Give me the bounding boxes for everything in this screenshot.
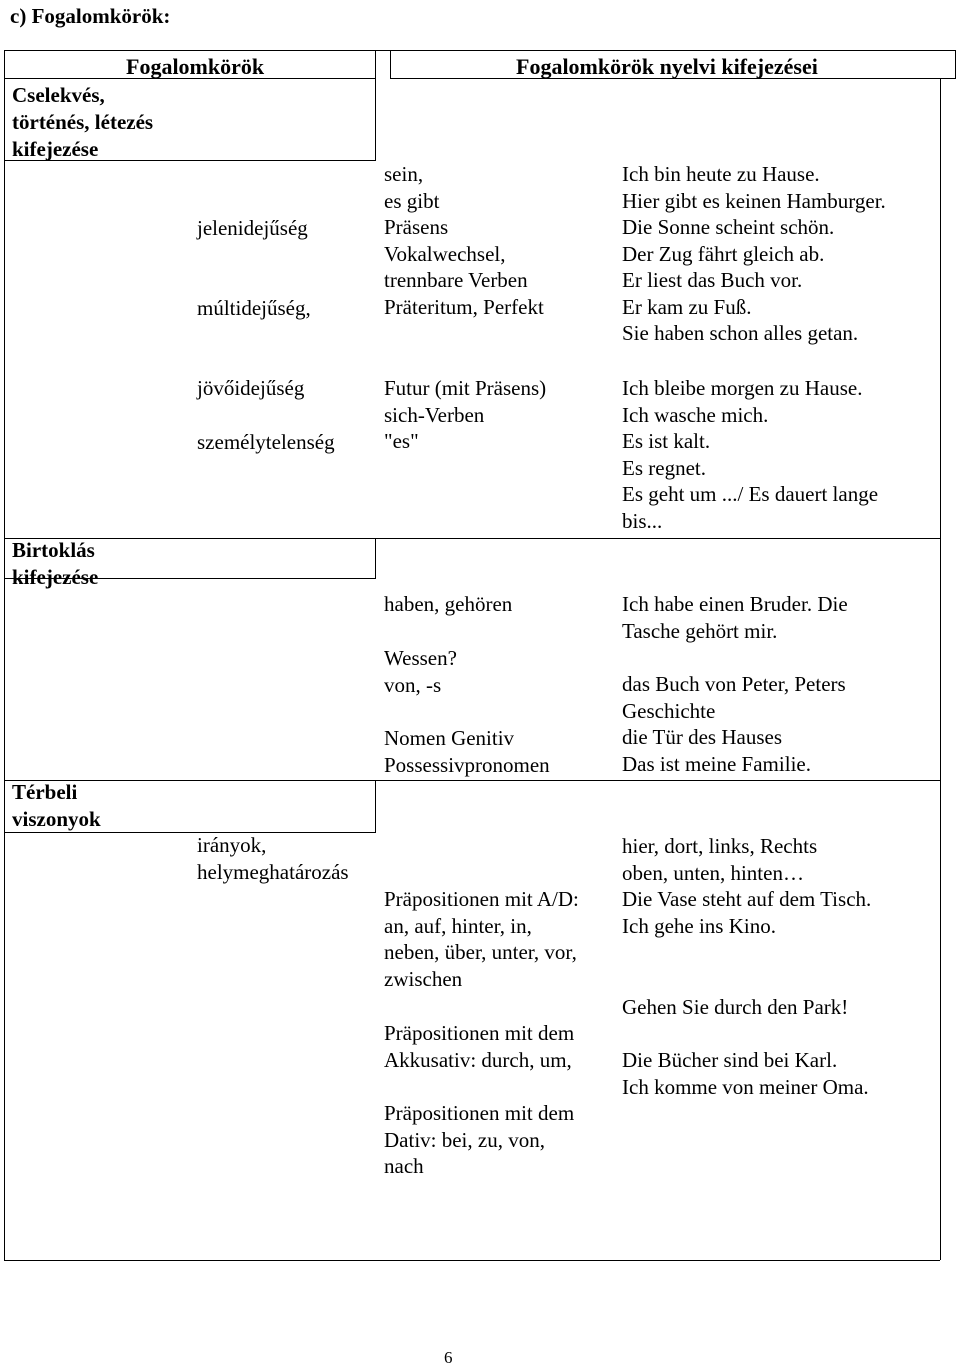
row-divider-spatial <box>4 780 940 781</box>
page-number: 6 <box>444 1348 453 1367</box>
grammar-future-impersonal: Futur (mit Präsens) sich-Verben "es" <box>384 376 547 453</box>
examples-possession-genitive: das Buch von Peter, Peters Geschichte die Tür des Hauses Das ist meine Familie. <box>622 672 846 776</box>
category-possession: Birtoklás kifejezése <box>12 538 99 589</box>
category-right-edge <box>375 78 376 160</box>
table-top-border <box>4 50 956 51</box>
table-left-border <box>4 50 5 1260</box>
examples-present-past: Ich bin heute zu Hause. Hier gibt es keinen Hamburger. Die Sonne scheint schön. Der Zug fährt gleich ab. Er liest das Buch vor. Er kam zu Fuß. Sie haben schon alles getan. <box>622 162 886 345</box>
possession-right-edge <box>375 538 376 578</box>
concept-directions: irányok, helymeghatározás <box>197 833 349 884</box>
table-bottom-border <box>4 1260 940 1261</box>
column-header-expressions: Fogalomkörök nyelvi kifejezései <box>516 54 818 79</box>
category-action: Cselekvés, történés, létezés kifejezése <box>12 83 154 161</box>
examples-future-impersonal: Ich bleibe morgen zu Hause. Ich wasche mich. Es ist kalt. Es regnet. Es geht um .../ Es dauert lange bis... <box>622 376 879 533</box>
header-right-edge <box>955 50 956 78</box>
grammar-possession-pronouns: Nomen Genitiv Possessivpronomen <box>384 726 550 777</box>
examples-spatial-dative: Die Bücher sind bei Karl. Ich komme von meiner Oma. <box>622 1048 869 1099</box>
header-divider-right <box>390 50 391 78</box>
examples-spatial-directions: hier, dort, links, Rechts oben, unten, hinten… Die Vase steht auf dem Tisch. Ich gehe ins Kino. <box>622 834 872 938</box>
column-header-concepts: Fogalomkörök <box>126 54 265 79</box>
concept-past: múltidejűség, <box>197 296 311 320</box>
grammar-possession-genitive: Wessen? von, -s <box>384 646 457 697</box>
examples-spatial-accusative: Gehen Sie durch den Park! <box>622 995 849 1019</box>
table-right-border <box>940 78 941 1260</box>
grammar-spatial-ad: Präpositionen mit A/D: an, auf, hinter, in, neben, über, unter, vor, zwischen <box>384 887 579 991</box>
grammar-spatial-dative: Präpositionen mit dem Dativ: bei, zu, von, nach <box>384 1101 575 1178</box>
grammar-present-past: sein, es gibt Präsens Vokalwechsel, trennbare Verben Präteritum, Perfekt <box>384 162 544 319</box>
category-spatial: Térbeli viszonyok <box>12 780 101 831</box>
grammar-possession-verbs: haben, gehören <box>384 592 513 616</box>
concept-present: jelenidejűség <box>197 216 308 240</box>
concept-future: jövőidejűség <box>197 376 305 400</box>
row-divider-possession <box>4 538 940 539</box>
concept-impersonal: személytelenség <box>197 430 335 454</box>
header-divider-left <box>375 50 376 78</box>
section-heading: c) Fogalomkörök: <box>10 4 171 28</box>
spatial-right-edge <box>375 780 376 832</box>
grammar-spatial-accusative: Präpositionen mit dem Akkusativ: durch, um, <box>384 1021 575 1072</box>
examples-possession-verbs: Ich habe einen Bruder. Die Tasche gehört mir. <box>622 592 848 643</box>
